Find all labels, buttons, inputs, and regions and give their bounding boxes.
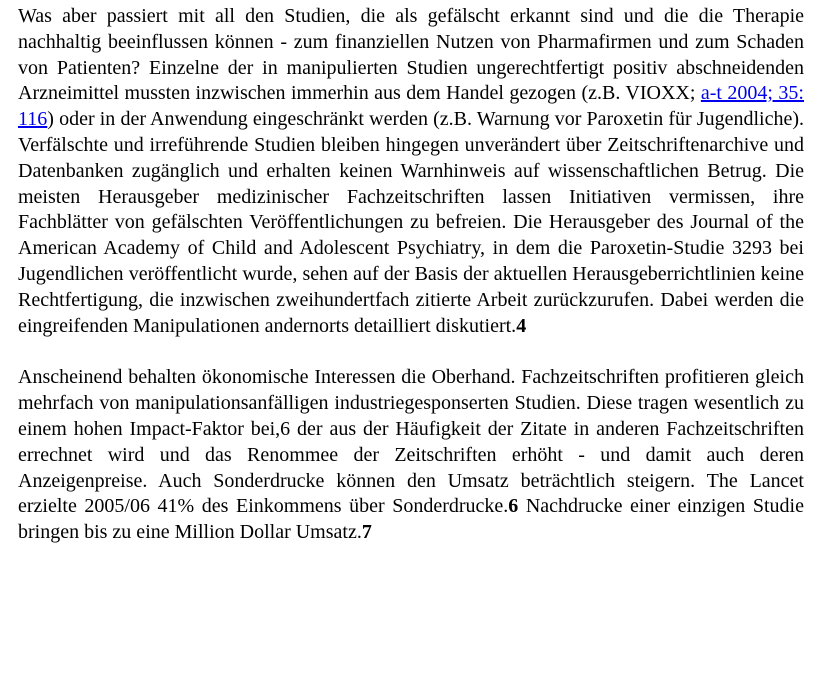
footnote-marker-7: 7 bbox=[361, 521, 372, 544]
paragraph-economic-interests bbox=[18, 365, 804, 546]
paragraph-1-text-start: Was aber passiert mit all den Studien, die als gefälscht erkannt sind und die die Therapie nachhaltig beeinflussen können - zum finanziellen Nutzen von Pharmafirmen und zum Schaden von Patienten? Einzelne der in manipulierten Studien ungerechtfertigt positiv abschneidenden Arzneimittel mussten inzwischen immerhin aus dem Handel gezogen (z.B. VIOXX; bbox=[18, 5, 804, 105]
paragraph-1-text-end: ) oder in der Anwendung eingeschränkt werden (z.B. Warnung vor Paroxetin für Jugendliche). Verfälschte und irreführende Studien bleiben hingegen unverändert über Zeitschriftenarchive und Datenbanken zugänglich und erhalten keinen Warnhinweis auf wissenschaftlichen Betrug. Die meisten Herausgeber medizinischer Fachzeitschriften lassen Initiativen vermissen, ihre Fachblätter von gefälschten Veröffentlichungen zu befreien. Die Herausgeber des Journal of the American Academy of Child and Adolescent Psychiatry, in dem die Paroxetin-Studie 3293 bei Jugendlichen veröffentlicht wurde, sehen auf der Basis der aktuellen Herausgeberrichtlinien keine Rechtfertigung, die inzwischen zweihundertfach zitierte Arbeit zurückzurufen. Dabei werden die eingreifenden Manipulationen andernorts detailliert diskutiert. bbox=[18, 108, 804, 337]
reference-link-a-t-2004[interactable]: a-t 2004; 35: 116 bbox=[18, 82, 804, 131]
paragraph-studies-fraud bbox=[18, 4, 804, 339]
paragraph-2-text-start: Anscheinend behalten ökonomische Interessen die Oberhand. Fachzeitschriften profitieren gleich mehrfach von manipulationsanfälligen industriegesponserten Studien. Diese tragen wesentlich zu einem hohen Impact-Faktor bei,6 der aus der Häufigkeit der Zitate in anderen Fachzeitschriften errechnet wird und das Renommee der Zeitschriften erhöht - und damit auch deren Anzeigenpreise. Auch Sonderdrucke können den Umsatz beträchtlich steigern. The Lancet erzielte 2005/06 41% des Einkommens über Sonderdrucke. bbox=[18, 366, 804, 518]
footnote-marker-4: 4 bbox=[516, 314, 527, 337]
paragraph-2-text-end: Nachdrucke einer einzigen Studie bringen bis zu eine Million Dollar Umsatz. bbox=[18, 495, 804, 544]
footnote-marker-6: 6 bbox=[508, 495, 519, 518]
